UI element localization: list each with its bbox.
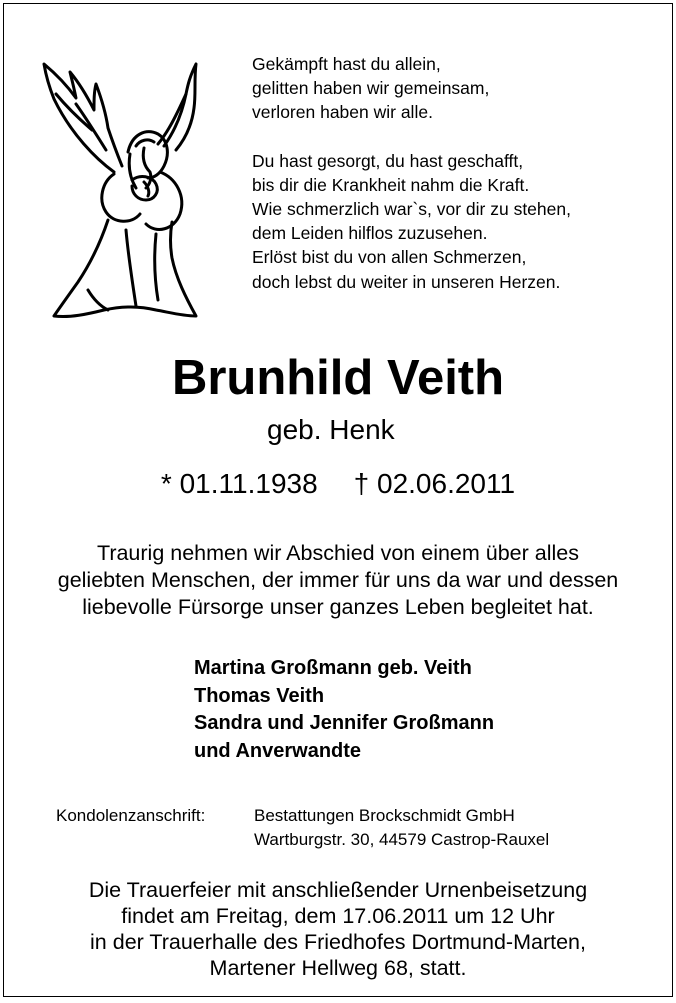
farewell-message xyxy=(4,540,672,621)
poem-line: Gekämpft hast du allein, xyxy=(252,54,441,74)
family-member: Martina Großmann geb. Veith xyxy=(194,657,472,679)
poem-line: gelitten haben wir gemeinsam, xyxy=(252,78,490,99)
funeral-line: findet am Freitag, dem 17.06.2011 um 12 Uhr xyxy=(121,904,555,928)
family-member: Sandra und Jennifer Großmann xyxy=(194,712,495,734)
family-member: Thomas Veith xyxy=(194,684,325,707)
message-line: liebevolle Fürsorge unser ganzes Leben begleitet hat. xyxy=(82,595,594,619)
funeral-info xyxy=(4,877,672,981)
deceased-name: Brunhild Veith xyxy=(171,351,505,405)
poem-stanza-2 xyxy=(252,149,571,294)
obituary-notice xyxy=(3,3,673,997)
poem-line: bis dir die Krankheit nahm die Kraft. xyxy=(252,174,530,195)
birth-date: * 01.11.1938 xyxy=(160,468,318,499)
poem-line: verloren haben wir alle. xyxy=(252,102,433,123)
angel-icon xyxy=(36,54,211,324)
family-member: und Anverwandte xyxy=(194,739,362,762)
funeral-line: in der Trauerhalle des Friedhofes Dortmund-Marten, xyxy=(90,930,586,954)
maiden-name: geb. Henk xyxy=(267,414,395,445)
funeral-line: Die Trauerfeier mit anschließender Urnenbeisetzung xyxy=(88,878,588,902)
death-date: † 02.06.2011 xyxy=(353,468,516,499)
poem-line: Wie schmerzlich war`s, vor dir zu stehen, xyxy=(252,199,571,220)
stanza-gap xyxy=(252,125,571,149)
funeral-line: Martener Hellweg 68, statt. xyxy=(209,956,467,980)
poem-line: dem Leiden hilflos zuzusehen. xyxy=(252,223,488,244)
message-line: Traurig nehmen wir Abschied von einem über alles xyxy=(96,541,579,565)
message-line: geliebten Menschen, der immer für uns da war und dessen xyxy=(57,568,619,592)
poem xyxy=(252,52,571,294)
poem-stanza-1 xyxy=(252,52,571,125)
poem-line: Erlöst bist du von allen Schmerzen, xyxy=(252,247,527,268)
address-line: Bestattungen Brockschmidt GmbH xyxy=(254,806,515,825)
condolence-address-lines xyxy=(254,804,549,852)
address-line: Wartburgstr. 30, 44579 Castrop-Rauxel xyxy=(254,830,550,849)
life-dates xyxy=(4,466,672,502)
condolence-label: Kondolenzanschrift: xyxy=(56,806,206,825)
poem-line: Du hast gesorgt, du hast geschafft, xyxy=(252,150,524,171)
family-list xyxy=(194,655,494,765)
poem-line: doch lebst du weiter in unseren Herzen. xyxy=(252,271,561,292)
